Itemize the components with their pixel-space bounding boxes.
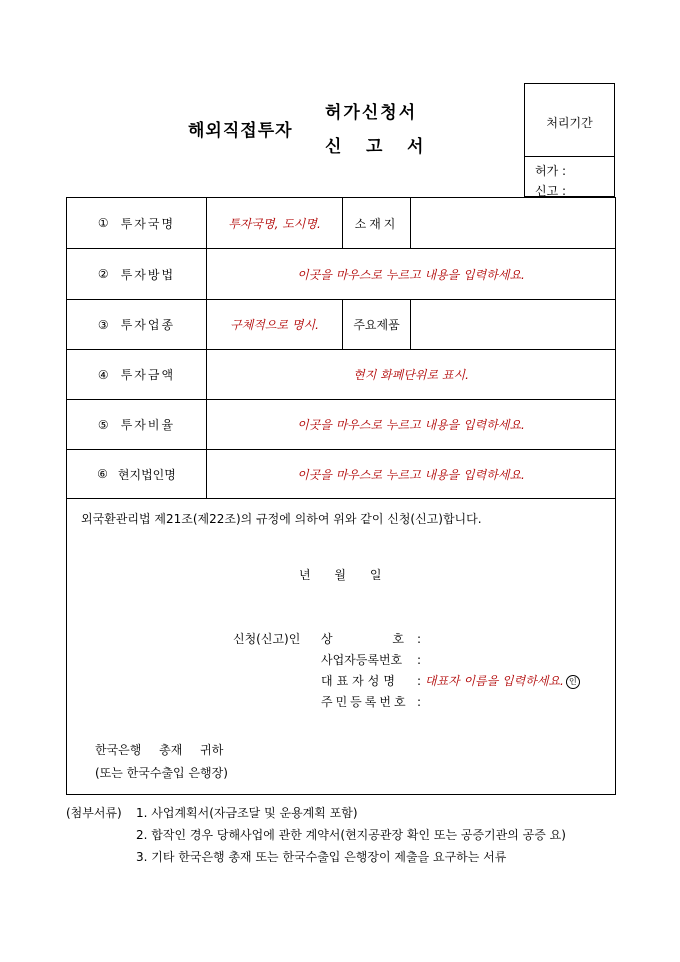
attachment-item: 2. 합작인 경우 당해사업에 관한 계약서(현지공관장 확인 또는 공증기관의 공증 요)	[136, 828, 566, 842]
processing-period-box	[524, 83, 615, 197]
application-form	[66, 197, 616, 795]
representative-name-input[interactable]: 대표자 이름을 입력하세요.	[424, 674, 564, 688]
attachment-item: 1. 사업계획서(자금조달 및 운용계획 포함)	[136, 806, 358, 820]
row-label: ③ 투자업종	[97, 317, 176, 332]
applicant-label: 신청(신고)인	[233, 632, 301, 646]
recipient-alt-line: (또는 한국수출입 은행장)	[95, 766, 228, 780]
declaration-text: 외국환관리법 제21조(제22조)의 규정에 의하여 위와 같이 신청(신고)합니다.	[81, 512, 482, 526]
representative-name-field[interactable]: 대표자성명 : 대표자 이름을 입력하세요. 인	[321, 672, 580, 689]
processing-period-title: 처리기간	[546, 116, 593, 130]
row-investment-industry	[67, 300, 615, 350]
form-title: 해외직접투자	[188, 121, 293, 141]
row-label: ② 투자방법	[97, 267, 176, 282]
permit-period[interactable]: 허가 :	[535, 164, 567, 178]
attachment-item: 3. 기타 한국은행 총재 또는 한국수출입 은행장이 제출을 요구하는 서류	[136, 850, 507, 864]
main-product-label: 주요제품	[342, 300, 410, 349]
form-subtitle-permit: 허가신청서	[325, 103, 418, 123]
investment-amount-input[interactable]: 현지 화폐단위로 표시.	[206, 350, 615, 399]
location-label: 소재지	[342, 198, 410, 248]
industry-input[interactable]: 구체적으로 명시.	[206, 300, 342, 349]
seal-mark: 인	[566, 675, 580, 689]
row-investment-ratio	[67, 400, 615, 450]
location-input[interactable]	[410, 198, 615, 248]
row-label: ⑥ 현지법인명	[97, 467, 176, 482]
row-label: ④ 투자금액	[97, 367, 176, 382]
recipient-line: 한국은행 총재 귀하	[95, 743, 224, 757]
row-investment-country	[67, 198, 615, 249]
form-subtitle-report: 신 고 서	[325, 137, 424, 157]
row-label: ⑤ 투자비율	[97, 417, 176, 432]
row-investment-method	[67, 249, 615, 300]
attachments-label: (첨부서류)	[66, 806, 122, 820]
processing-divider	[525, 156, 614, 157]
resident-number-field[interactable]: 주민등록번호 :	[321, 695, 422, 709]
main-product-input[interactable]	[410, 300, 615, 349]
application-date[interactable]: 년 월 일	[299, 568, 382, 582]
company-name-field[interactable]: 상 호 :	[321, 632, 422, 646]
row-label: ① 투자국명	[97, 216, 176, 231]
business-number-field[interactable]: 사업자등록번호 :	[321, 653, 422, 667]
row-investment-amount	[67, 350, 615, 400]
local-corporation-input[interactable]: 이곳을 마우스로 누르고 내용을 입력하세요.	[206, 450, 615, 498]
investment-method-input[interactable]: 이곳을 마우스로 누르고 내용을 입력하세요.	[206, 249, 615, 299]
row-local-corporation	[67, 450, 615, 499]
investment-ratio-input[interactable]: 이곳을 마우스로 누르고 내용을 입력하세요.	[206, 400, 615, 449]
report-period[interactable]: 신고 :	[535, 184, 567, 198]
country-city-input[interactable]: 투자국명, 도시명.	[206, 198, 342, 248]
